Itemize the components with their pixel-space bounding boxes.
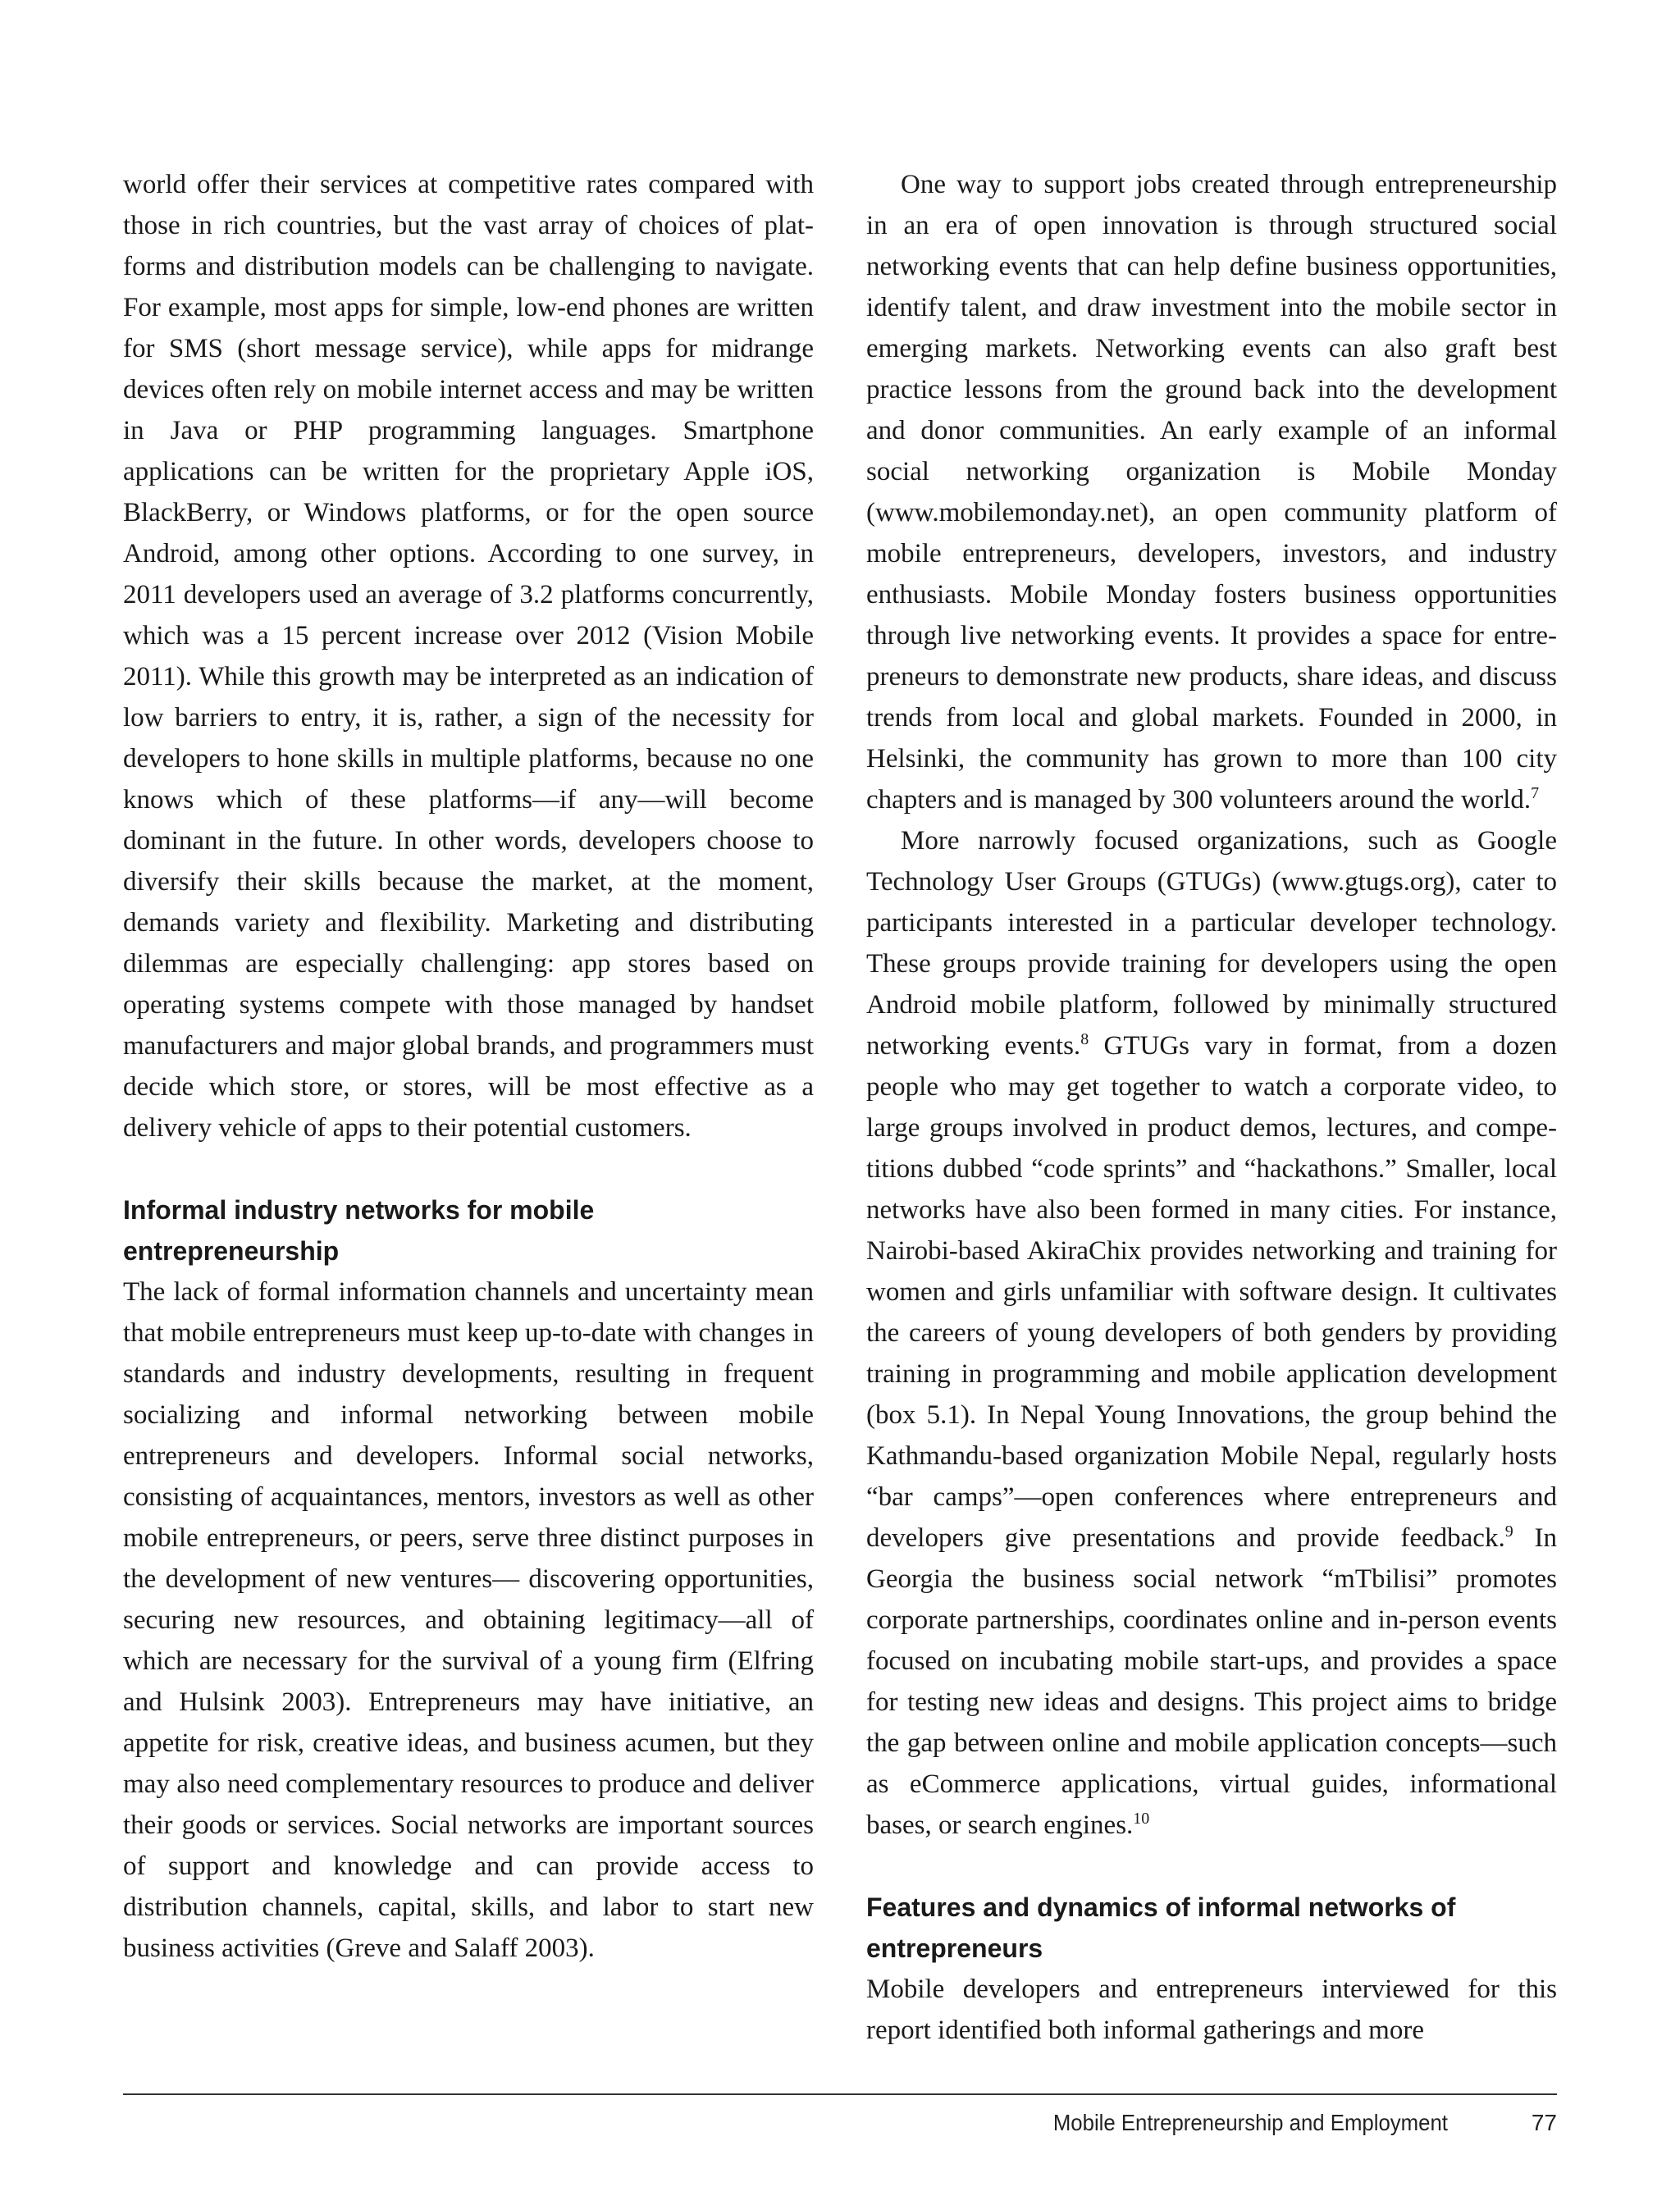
body-paragraph <box>866 820 1557 1846</box>
paragraph-text: In Georgia the business social network “mTbilisi” promotes corporate partnerships, coordinates online and in-person events focused on incubating mobile start-ups, and provides a space for testing new ideas and designs. This project aims to bridge the gap between online and mobile application concepts—such as eCommerce applications, virtual guides, informational bases, or search engines. <box>866 1523 1557 1840</box>
page-number: 77 <box>1531 2110 1557 2135</box>
right-column <box>866 164 1557 2051</box>
footnote-marker: 9 <box>1504 1522 1513 1541</box>
paragraph-text: GTUGs vary in format, from a dozen people who may get together to watch a corporate video, to large groups involved in product demos, lectures, and competitions dubbed “code sprints” and “hackathons.” Smaller, local networks have also been formed in many cities. For instance, Nairobi-based AkiraChix provides networking and training for women and girls unfamiliar with software design. It cultivates the careers of young developers of both genders by providing training in programming and mobile application development (box 5.1). In Nepal Young Innovations, the group behind the Kathmandu-based organization Mobile Nepal, regularly hosts “bar camps”—open conferences where entrepreneurs and developers give presentations and provide feedback. <box>866 1031 1558 1553</box>
section-heading: Informal industry networks for mobile entrepreneurship <box>123 1195 595 1266</box>
body-paragraph <box>866 164 1557 820</box>
footnote-marker: 7 <box>1531 784 1540 802</box>
left-column <box>123 164 814 1969</box>
body-paragraph: Mobile developers and entrepreneurs interviewed for this report identified both informal gatherings and more <box>866 1974 1557 2045</box>
body-paragraph: world offer their services at competitive rates compared with those in rich countries, but the vast array of choices of platforms and distribution models can be challenging to navigate. For example, most apps for simple, low-end phones are written for SMS (short message service), while apps for midrange devices often rely on mobile internet access and may be written in Java or PHP programming languages. Smartphone applications can be written for the proprietary Apple iOS, BlackBerry, or Windows platforms, or for the open source Android, among other options. According to one survey, in 2011 developers used an average of 3.2 platforms concurrently, which was a 15 percent increase over 2012 (Vision Mobile 2011). While this growth may be interpreted as an indication of low barriers to entry, it is, rather, a sign of the necessity for developers to hone skills in multiple platforms, because no one knows which of these platforms—if any—will become dominant in the future. In other words, developers choose to diversify their skills because the market, at the moment, demands variety and flexibility. Marketing and distributing dilemmas are especially challenging: app stores based on operating systems compete with those managed by handset manufacturers and major global brands, and programmers must decide which store, or stores, will be most effective as a delivery vehicle of apps to their potential customers. <box>123 170 814 1143</box>
footnote-marker: 10 <box>1133 1810 1150 1828</box>
body-paragraph: The lack of formal information channels and uncertainty mean that mobile entrepreneurs must keep up-to-date with changes in standards and industry developments, resulting in frequent socializing and informal networking between mobile entrepreneurs and developers. Informal social networks, consisting of acquaintances, mentors, investors as well as other mobile entrepreneurs, or peers, serve three distinct purposes in the development of new ventures— discovering opportunities, securing new resources, and obtaining legitimacy—all of which are necessary for the survival of a young firm (Elfring and Hulsink 2003). Entrepreneurs may have initiative, an appetite for risk, creative ideas, and business acumen, but they may also need complementary resources to produce and deliver their goods or services. Social networks are important sources of support and knowledge and can provide access to distribution channels, capital, skills, and labor to start new business activities (Greve and Salaff 2003). <box>123 1277 814 1963</box>
paragraph-text: More narrowly focused organizations, such as Google Technology User Groups (GTUGs) (www.gtugs.org), cater to participants interested in a particular developer technology. These groups provide training for developers using the open Android mobile platform, followed by minimally structured networking events. <box>866 826 1557 1061</box>
running-footer-title: Mobile Entrepreneurship and Employment <box>1052 2110 1448 2135</box>
paragraph-text: One way to support jobs created through entrepreneurship in an era of open innovation is through structured social networking events that can help define business opportunities, identify talent, and draw investment into the mobile sector in emerging markets. Networking events can also graft best practice lessons from the ground back into the development and donor communities. An early example of an informal social networking organization is Mobile Monday (www.mobilemonday.net), an open community platform of mobile entrepreneurs, developers, investors, and industry enthusiasts. Mobile Monday fosters business opportunities through live networking events. It provides a space for entrepreneurs to demonstrate new products, share ideas, and discuss trends from local and global markets. Founded in 2000, in Helsinki, the community has grown to more than 100 city chapters and is managed by 300 volunteers around the world. <box>866 170 1557 815</box>
section-heading: Features and dynamics of informal networks of entrepreneurs <box>866 1892 1456 1963</box>
footer-rule <box>123 2093 1557 2095</box>
footnote-marker: 8 <box>1080 1030 1089 1048</box>
